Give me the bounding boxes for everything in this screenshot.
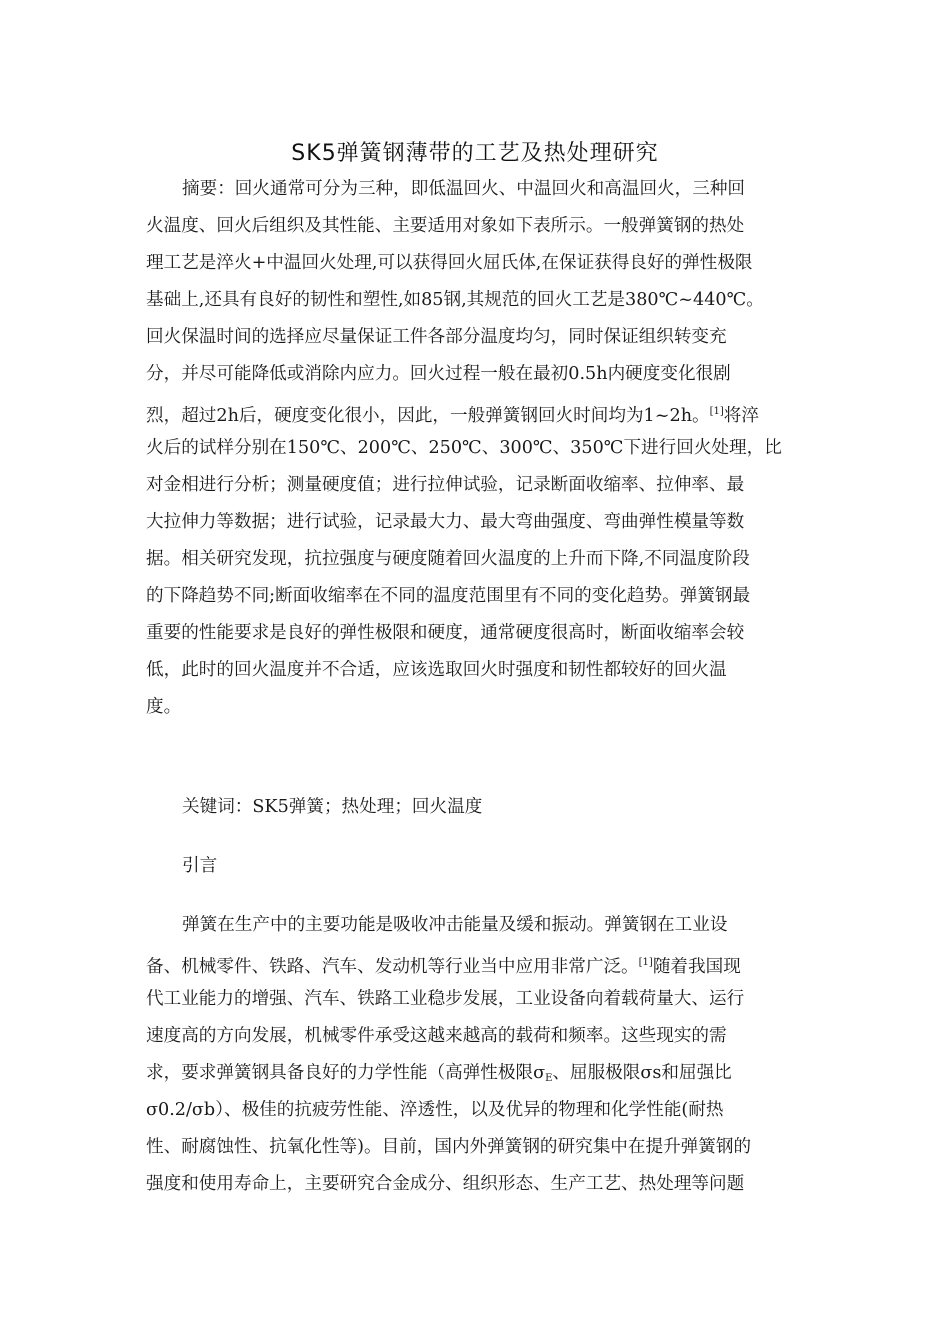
abstract-line: 低，此时的回火温度并不合适，应该选取回火时强度和韧性都较好的回火温 <box>146 660 727 680</box>
abstract-line: 火后的试样分别在150℃、200℃、250℃、300℃、350℃下进行回火处理，比 <box>146 438 782 458</box>
introduction-section <box>146 907 810 1277</box>
intro-line: 性、耐腐蚀性、抗氧化性等)。目前，国内外弹簧钢的研究集中在提升弹簧钢的 <box>146 1137 752 1157</box>
citation-mark: [1] <box>638 957 653 968</box>
abstract-line: 回火保温时间的选择应尽量保证工件各部分温度均匀，同时保证组织转变充 <box>146 327 727 347</box>
abstract-line-text: 将淬 <box>723 406 759 426</box>
intro-line <box>146 1055 732 1092</box>
intro-line-text: 、屈服极限σs和屈强比 <box>552 1063 732 1083</box>
section-heading-introduction: 引言 <box>182 856 218 876</box>
intro-line-text: 随着我国现 <box>652 957 741 977</box>
abstract-line: 基础上,还具有良好的韧性和塑性,如85钢,其规范的回火工艺是380℃~440℃。 <box>146 290 764 310</box>
abstract-line: 度。 <box>146 697 182 717</box>
paper-title: SK5弹簧钢薄带的工艺及热处理研究 <box>291 141 659 166</box>
abstract-line: 大拉伸力等数据；进行试验，记录最大力、最大弯曲强度、弯曲弹性模量等数 <box>146 512 745 532</box>
abstract-line: 对金相进行分析；测量硬度值；进行拉伸试验，记录断面收缩率、拉伸率、最 <box>146 475 745 495</box>
intro-line: σ0.2/σb）、极佳的抗疲劳性能、淬透性，以及优异的物理和化学性能(耐热 <box>146 1100 724 1120</box>
intro-line-text: 备、机械零件、铁路、汽车、发动机等行业当中应用非常广泛。 <box>146 957 639 977</box>
intro-line: 弹簧在生产中的主要功能是吸收冲击能量及缓和振动。弹簧钢在工业设 <box>182 915 728 935</box>
intro-line: 强度和使用寿命上，主要研究合金成分、组织形态、生产工艺、热处理等问题 <box>146 1174 745 1194</box>
abstract-line: 分，并尽可能降低或消除内应力。回火过程一般在最初0.5h内硬度变化很剧 <box>146 364 731 384</box>
abstract-line: 重要的性能要求是良好的弹性极限和硬度，通常硬度很高时，断面收缩率会较 <box>146 623 745 643</box>
citation-mark: [1] <box>709 406 724 417</box>
abstract-line: 火温度、回火后组织及其性能、主要适用对象如下表所示。一般弹簧钢的热处 <box>146 216 745 236</box>
abstract-line <box>146 393 759 430</box>
abstract-line-text: 烈，超过2h后，硬度变化很小，因此，一般弹簧钢回火时间均为1~2h。 <box>146 406 710 426</box>
abstract-line: 的下降趋势不同;断面收缩率在不同的温度范围里有不同的变化趋势。弹簧钢最 <box>146 586 751 606</box>
abstract-line: 据。相关研究发现，抗拉强度与硬度随着回火温度的上升而下降,不同温度阶段 <box>146 549 750 569</box>
keywords-line: 关键词：SK5弹簧；热处理；回火温度 <box>182 797 483 817</box>
intro-line-text: 求，要求弹簧钢具备良好的力学性能（高弹性极限σ <box>146 1063 546 1083</box>
abstract-section <box>146 171 810 761</box>
intro-line: 代工业能力的增强、汽车、铁路工业稳步发展，工业设备向着载荷量大、运行 <box>146 989 745 1009</box>
intro-line: 速度高的方向发展，机械零件承受这越来越高的载荷和频率。这些现实的需 <box>146 1026 727 1046</box>
sigma-subscript: E <box>545 1073 553 1084</box>
intro-line <box>146 944 741 981</box>
keywords-section <box>146 789 810 826</box>
abstract-line: 理工艺是淬火+中温回火处理,可以获得回火屈氏体,在保证获得良好的弹性极限 <box>146 253 753 273</box>
abstract-line: 摘要：回火通常可分为三种，即低温回火、中温回火和高温回火，三种回 <box>182 179 746 199</box>
